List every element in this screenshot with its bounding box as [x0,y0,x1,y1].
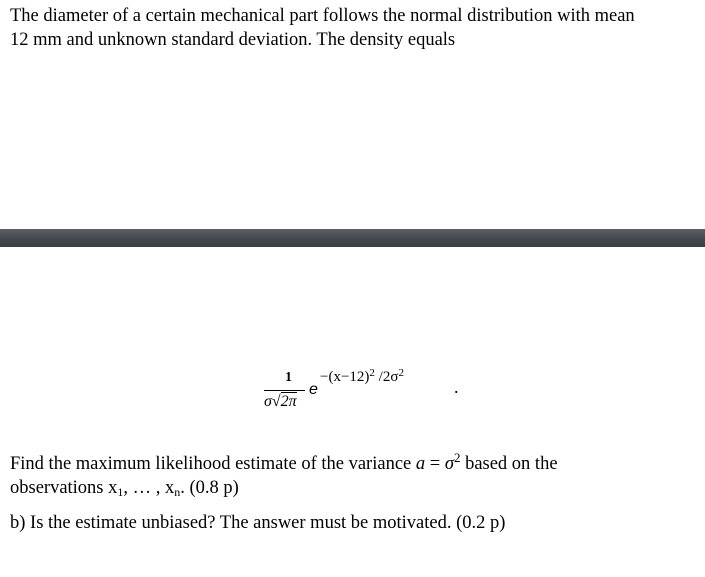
task-a-text-2: based on the [460,454,558,474]
task-b-text: b) Is the estimate unbiased? The answer must be motivated. (0.2 p) [10,513,506,533]
intro-line-1: The diameter of a certain mechanical part follows the normal distribution with mean [10,6,635,26]
equals-sign: = [425,454,445,474]
den-radicand: 2π [280,393,297,410]
sigma-symbol: σ [444,454,454,474]
exponent-square-2: 2 [398,367,404,379]
problem-intro [10,4,635,52]
density-formula [258,365,468,425]
subscript-1: 1 [117,485,124,499]
den-sigma: σ [264,393,272,410]
page-divider [0,229,705,247]
exponent-part-1: −(x−12) [320,369,370,385]
formula-denominator [264,393,297,411]
subscript-n: n [174,485,181,499]
formula-exponent [320,367,404,386]
exponent-square-1: 2 [369,367,375,379]
task-a-line-1 [10,452,558,476]
sqrt-symbol: √ [271,393,281,410]
variance-symbol-a: a [415,454,426,474]
task-a-text-1: Find the maximum likelihood estimate of the variance [10,454,416,474]
task-a-text-4: , … , x [123,478,175,498]
intro-line-2: 12 mm and unknown standard deviation. The density equals [10,30,456,50]
task-a-text-3: observations x [10,478,118,498]
sigma-square: 2 [453,450,461,465]
task-a-points: . (0.8 p) [180,478,239,498]
fraction-bar [264,390,305,391]
formula-period: . [454,377,459,397]
formula-numerator: 1 [285,370,292,385]
task-b [10,511,505,535]
task-a [10,452,558,500]
task-a-line-2 [10,476,558,500]
exponent-part-2: /2σ [374,369,399,385]
exp-base: e [309,381,318,398]
